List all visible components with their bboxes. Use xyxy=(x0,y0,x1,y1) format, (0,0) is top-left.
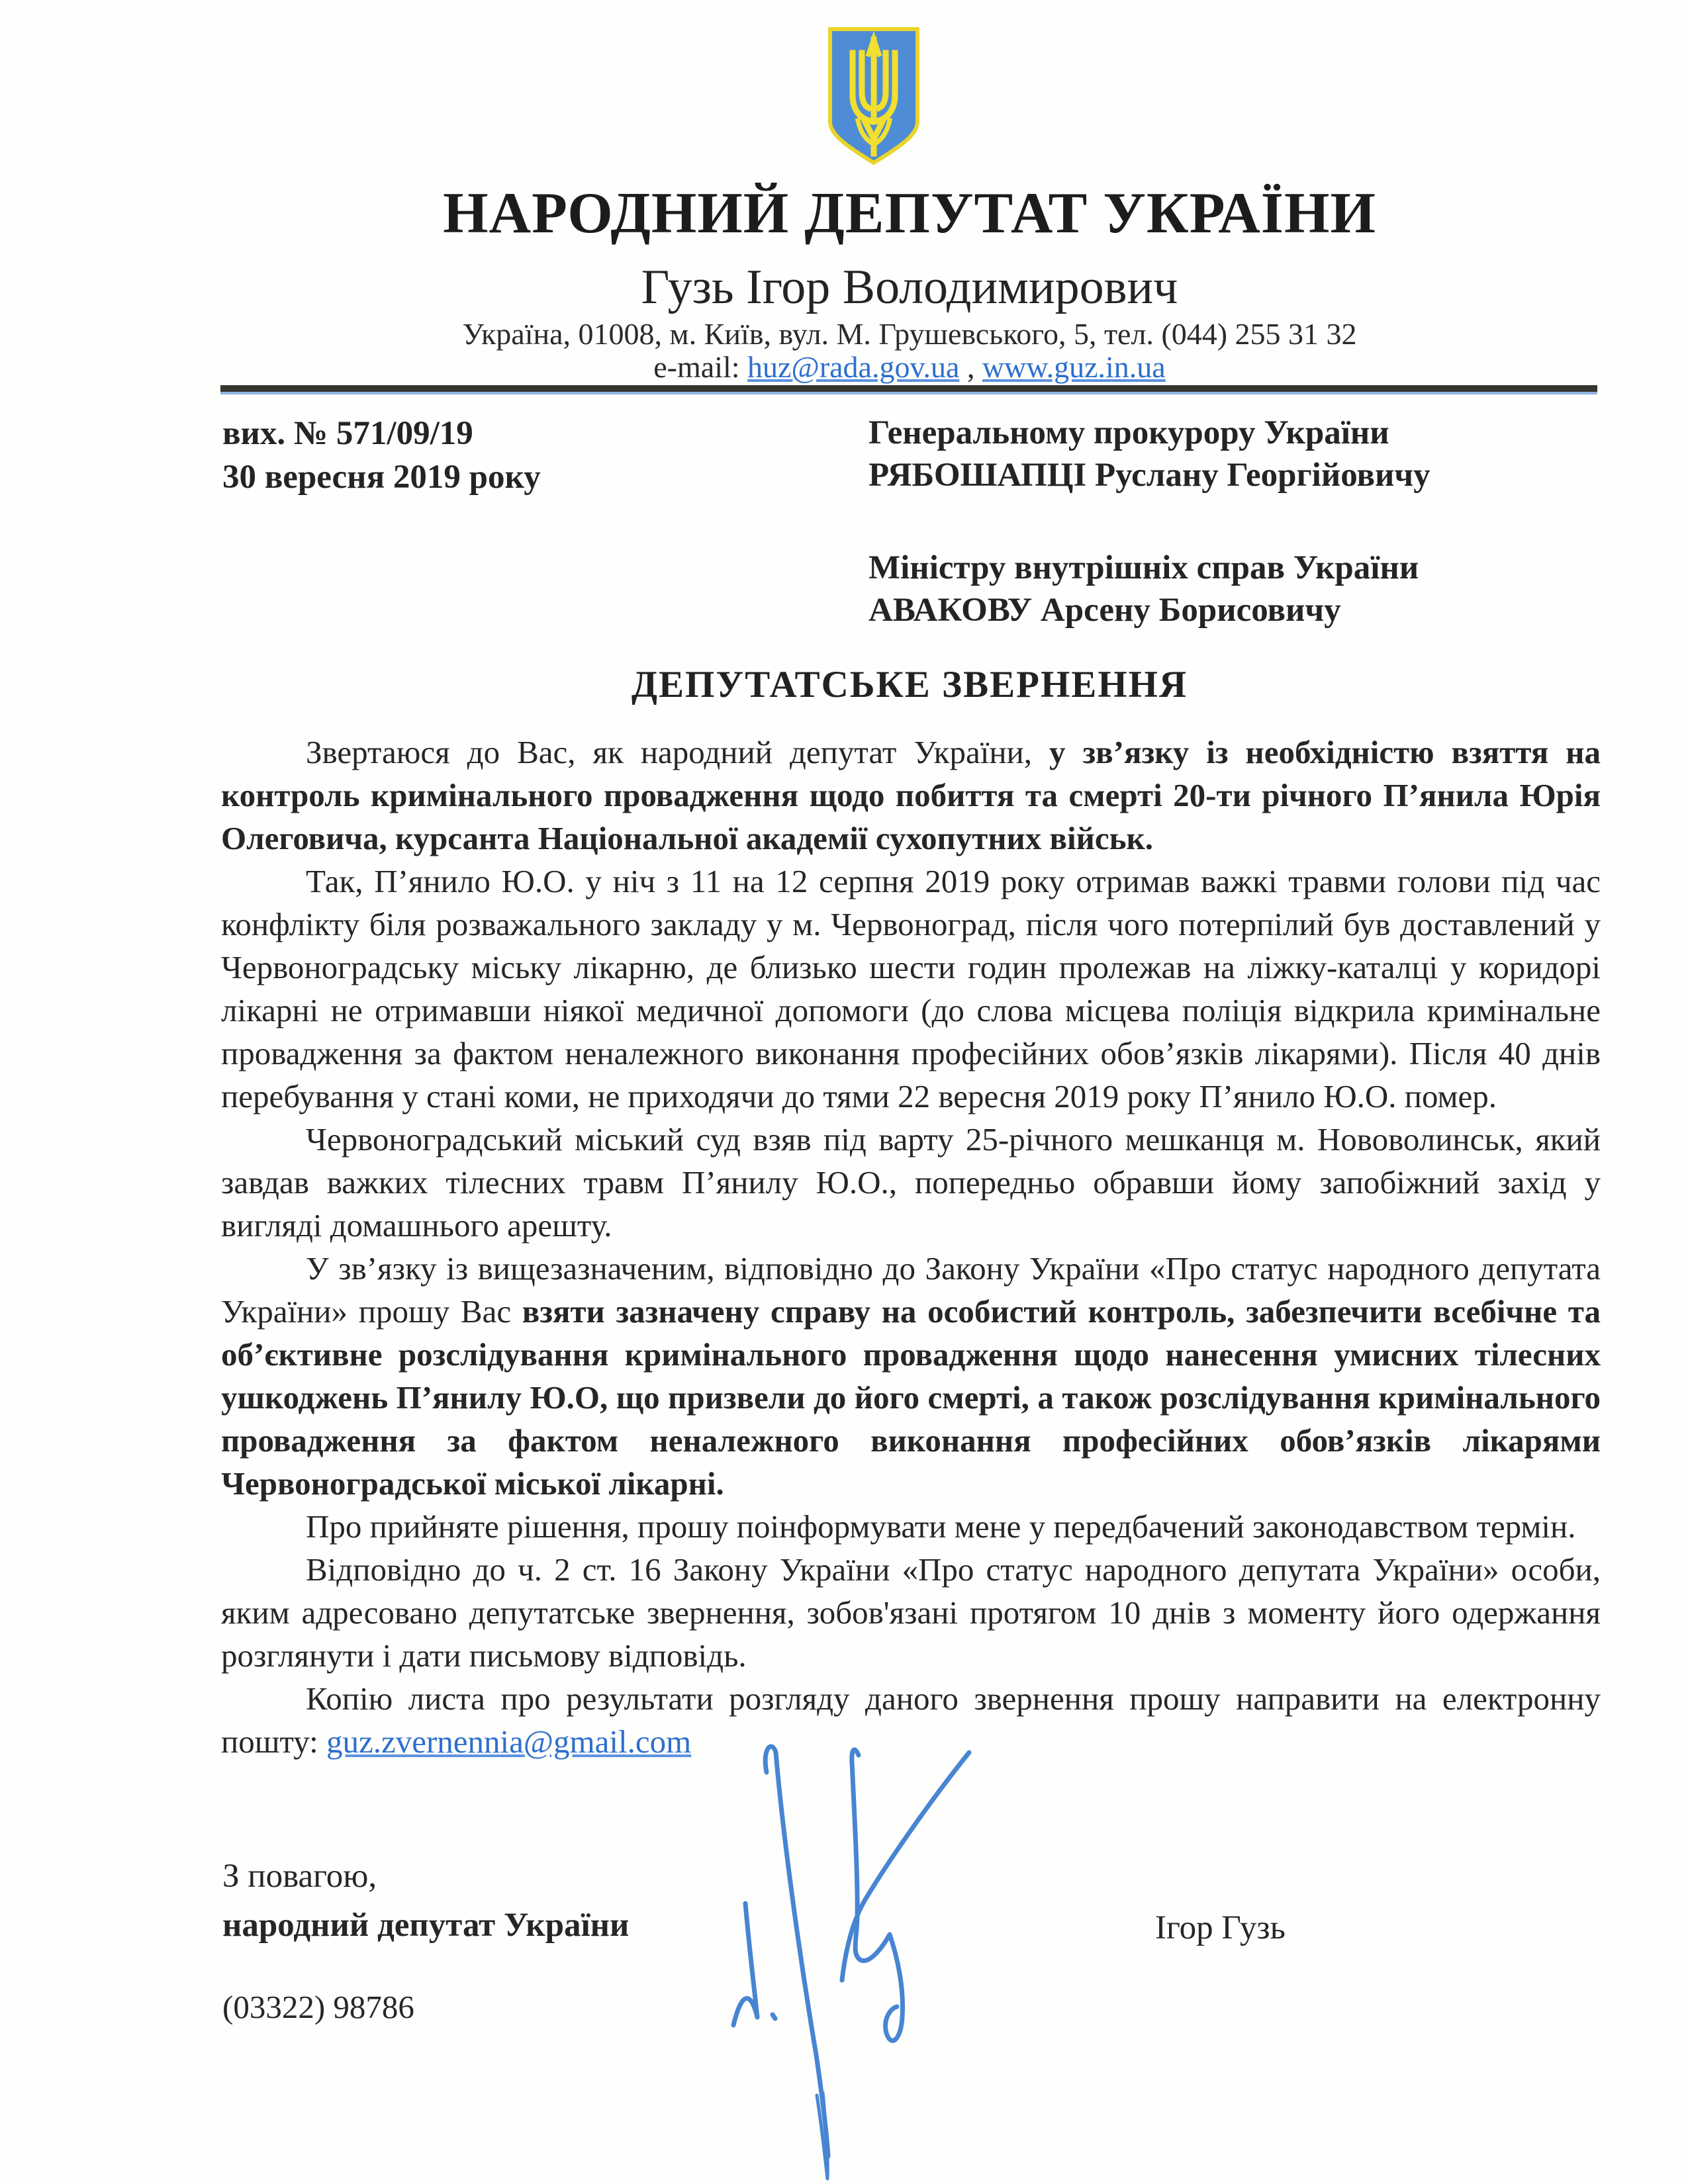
ref-number: вих. № 571/09/19 xyxy=(222,415,473,452)
address-line: Україна, 01008, м. Київ, вул. М. Грушевського, 5, тел. (044) 255 31 32 xyxy=(462,317,1357,351)
email-link[interactable]: huz@rada.gov.ua xyxy=(747,350,960,384)
body-paragraph xyxy=(221,860,1601,1118)
recipients-block xyxy=(868,412,1430,631)
body-paragraph xyxy=(221,1247,1601,1505)
text-run: Про прийняте рішення, прошу поінформувати мене у передбачений законодавством термін. xyxy=(306,1508,1576,1545)
text-run: Звертаюся до Вас, як народний депутат України, xyxy=(306,734,1049,770)
header-divider xyxy=(220,385,1597,394)
ref-date: 30 вересня 2019 року xyxy=(222,459,541,496)
person-name: Гузь Ігор Володимирович xyxy=(641,260,1178,314)
email-line xyxy=(220,349,1599,385)
recipient-title: Генеральному прокурору України xyxy=(868,414,1389,451)
website-link[interactable]: www.guz.in.ua xyxy=(982,350,1166,384)
recipient-name: РЯБОШАПЦІ Руслану Георгійовичу xyxy=(868,457,1430,494)
body-paragraph xyxy=(221,731,1601,860)
text-run: Червоноградський міський суд взяв під варту 25-річного мешканця м. Нововолинськ, який завдав важких тілесних травм П’янилу Ю.О., попередньо обравши йому запобіжний захід у вигляді домашнього арешту. xyxy=(221,1121,1601,1244)
closing-respectfully: З повагою, xyxy=(222,1858,377,1895)
ukraine-coat-of-arms-icon xyxy=(823,23,924,168)
recipient-title: Міністру внутрішніх справ України xyxy=(868,549,1419,586)
org-title: НАРОДНИЙ ДЕПУТАТ УКРАЇНИ xyxy=(443,181,1376,246)
closing-position: народний депутат України xyxy=(222,1907,630,1944)
text-run: Так, П’янило Ю.О. у ніч з 11 на 12 серпня 2019 року отримав важкі травми голови під час конфлікту біля розважального закладу у м. Червоноград, після чого потерпілий був доставлений у Червоноградську міську лікарню, де близько шести годин пролежав на ліжку-каталці у коридорі лікарні не отримавши ніякої медичної допомоги (до слова місцева поліція відкрила кримінальне провадження за фактом неналежного виконання професійних обов’язків лікарями). Після 40 днів перебування у стані коми, не приходячи до тями 22 вересня 2019 року П’янило Ю.О. помер. xyxy=(221,863,1601,1115)
signer-name: Ігор Гузь xyxy=(1155,1909,1286,1946)
bold-text-run: у зв’язку із необхідністю взяття на контроль кримінального провадження щодо побиття та смерті 20-ти річного П’янила Юрія Олеговича, курсанта Національної академії сухопутних військ. xyxy=(221,734,1601,856)
text-run: Відповідно до ч. 2 ст. 16 Закону України «Про статус народного депутата України» особи, яким адресовано депутатське звернення, зобов'язані протягом 10 днів з моменту його одержання розглянути і дати письмову відповідь. xyxy=(221,1551,1601,1674)
bold-text-run: взяти зазначену справу на особистий контроль, забезпечити всебічне та об’єктивне розслідування кримінального провадження щодо нанесення умисних тілесних ушкоджень П’янилу Ю.О, що призвели до його смерті, а також розслідування кримінального провадження за фактом неналежного виконання професійних обов’язків лікарями Червоноградської міської лікарні. xyxy=(221,1293,1601,1502)
body-paragraph xyxy=(221,1505,1601,1548)
recipient-minister xyxy=(868,547,1430,631)
text-run: Копію листа про результати розгляду даного звернення прошу направити на електронну пошту: xyxy=(221,1680,1601,1760)
email-label: e-mail: xyxy=(653,350,748,384)
body-paragraph xyxy=(221,1118,1601,1247)
document-title: ДЕПУТАТСЬКЕ ЗВЕРНЕННЯ xyxy=(631,664,1188,705)
recipient-prosecutor xyxy=(868,412,1430,496)
text-run: У зв’язку із вищезазначеним, відповідно до Закону України «Про статус народного депутата України» прошу Вас xyxy=(221,1250,1601,1330)
letter-body xyxy=(221,731,1601,1763)
phone-number: (03322) 98786 xyxy=(222,1989,414,2025)
reply-email-link[interactable]: guz.zvernennia@gmail.com xyxy=(326,1723,692,1760)
handwritten-signature xyxy=(688,1721,1006,2184)
link-separator: , xyxy=(959,350,982,384)
body-paragraph xyxy=(221,1548,1601,1677)
reference-block xyxy=(222,412,541,499)
recipient-name: АВАКОВУ Арсену Борисовичу xyxy=(868,592,1341,629)
